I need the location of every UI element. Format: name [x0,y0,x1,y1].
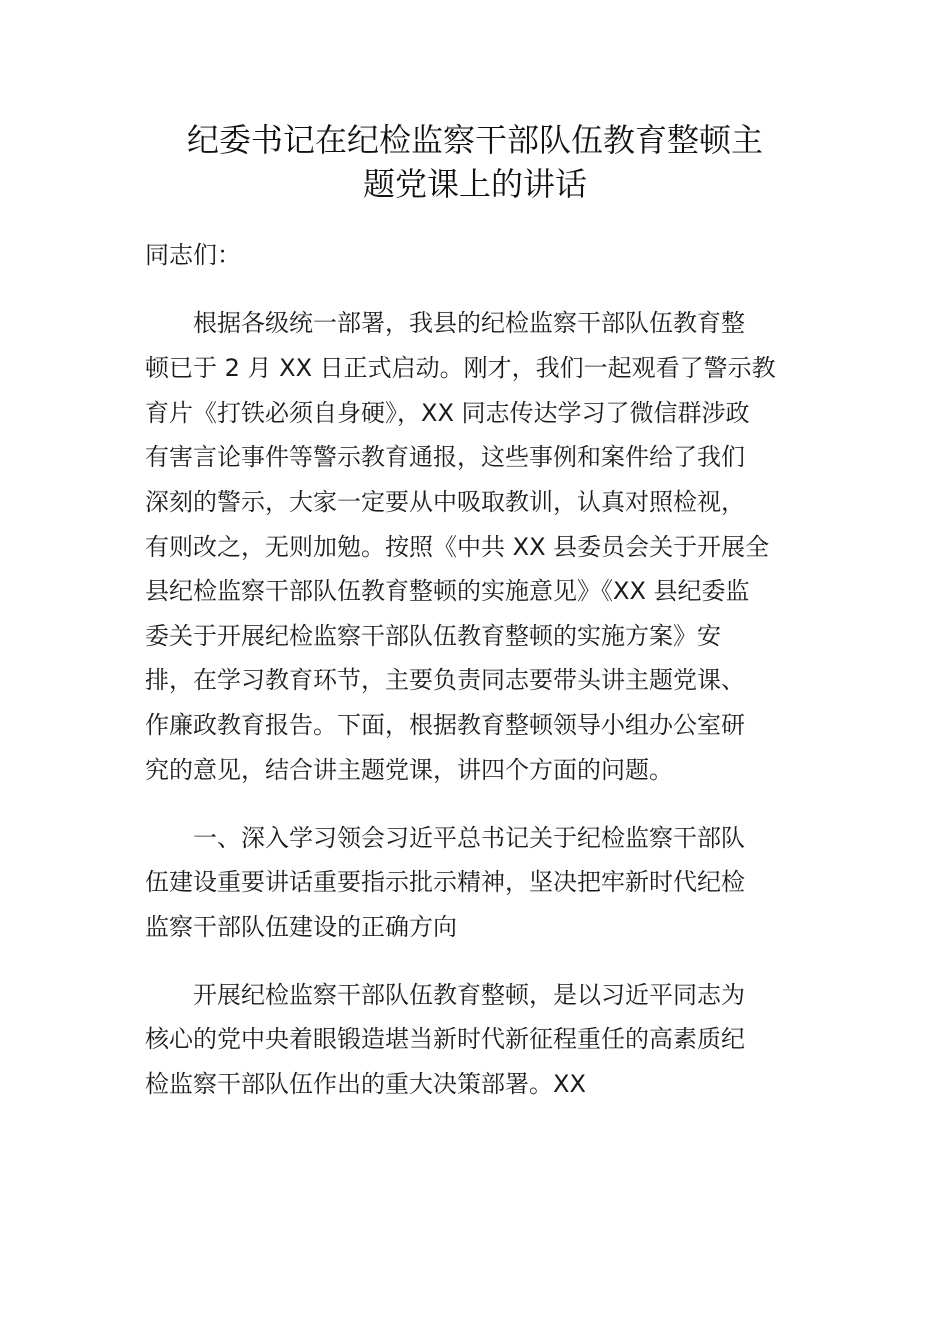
section-1-heading-line-1: 一、深入学习领会习近平总书记关于纪检监察干部队 [193,824,745,852]
document-title-line-2: 题党课上的讲话 [362,165,587,203]
paragraph-1-line-1: 根据各级统一部署，我县的纪检监察干部队伍教育整 [193,309,745,337]
paragraph-3-line-2: 核心的党中央着眼锻造堪当新时代新征程重任的高素质纪 [145,1025,745,1053]
paragraph-1-line-2: 顿已于 2 月 XX 日正式启动。刚才，我们一起观看了警示教 [145,354,776,382]
section-1-heading-line-2: 伍建设重要讲话重要指示批示精神，坚决把牢新时代纪检 [145,868,745,896]
paragraph-1-line-9: 排，在学习教育环节，主要负责同志要带头讲主题党课、 [145,666,745,694]
document-title-line-1: 纪委书记在纪检监察干部队伍教育整顿主 [186,121,763,159]
paragraph-1-line-4: 有害言论事件等警示教育通报，这些事例和案件给了我们 [145,443,745,471]
paragraph-1-line-7: 县纪检监察干部队伍教育整顿的实施意见》《XX 县纪委监 [145,577,750,605]
paragraph-1-line-6: 有则改之，无则加勉。按照《中共 XX 县委员会关于开展全 [145,533,770,561]
paragraph-3-line-1: 开展纪检监察干部队伍教育整顿，是以习近平同志为 [193,981,745,1009]
section-1-heading-line-3: 监察干部队伍建设的正确方向 [145,913,457,941]
paragraph-1-line-5: 深刻的警示，大家一定要从中吸取教训，认真对照检视， [145,488,745,516]
paragraph-1-line-10: 作廉政教育报告。下面，根据教育整顿领导小组办公室研 [145,711,745,739]
paragraph-3-line-3: 检监察干部队伍作出的重大决策部署。XX [145,1070,586,1098]
paragraph-1-line-8: 委关于开展纪检监察干部队伍教育整顿的实施方案》安 [145,622,721,650]
paragraph-1-line-3: 育片《打铁必须自身硬》，XX 同志传达学习了微信群涉政 [145,399,750,427]
salutation: 同志们： [145,241,241,269]
paragraph-1-line-11: 究的意见，结合讲主题党课，讲四个方面的问题。 [145,756,673,784]
